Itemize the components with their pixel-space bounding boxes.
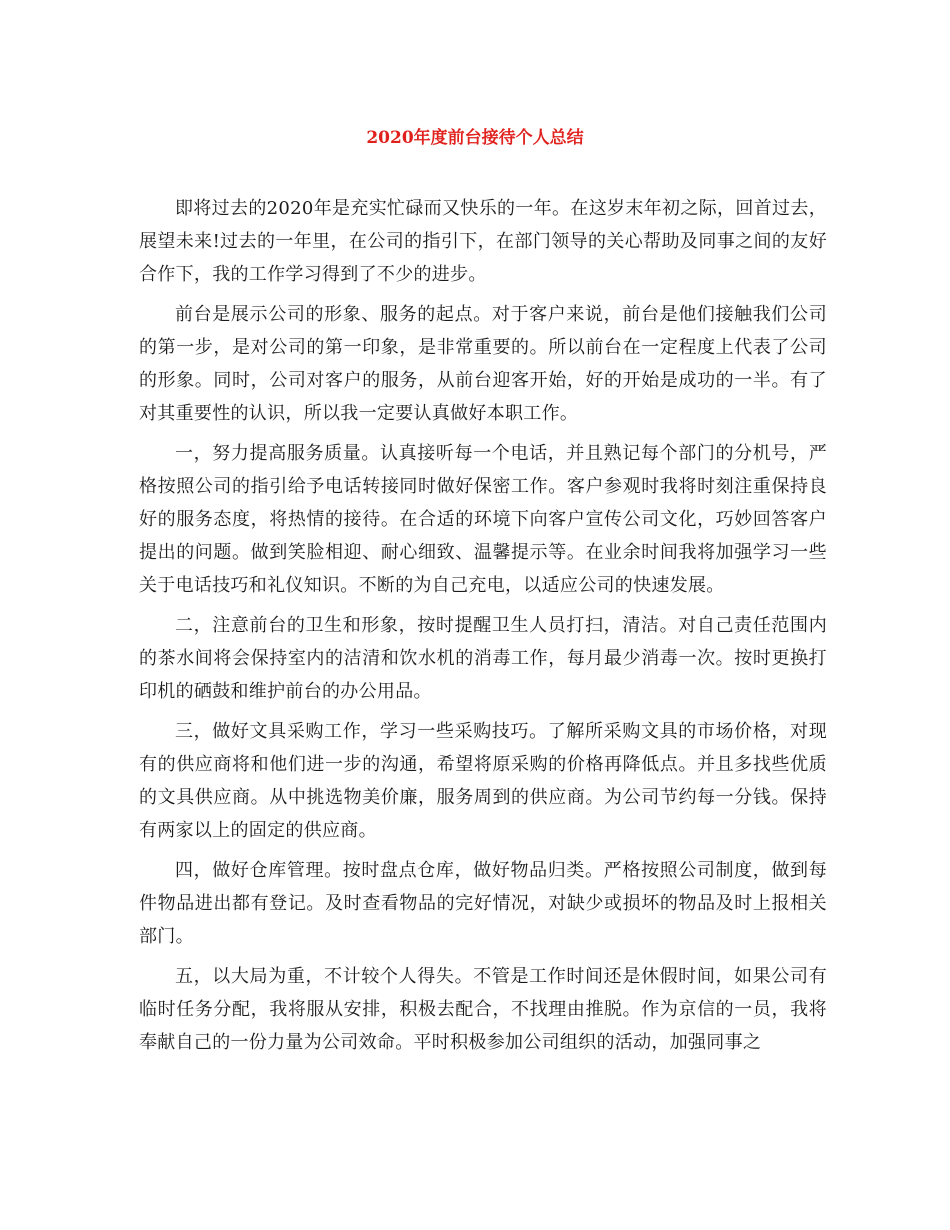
paragraph-item-2-hygiene: 二，注意前台的卫生和形象，按时提醒卫生人员打扫，清洁。对自己责任范围内的茶水间将会保持室内的洁清和饮水机的消毒工作，每月最少消毒一次。按时更换打印机的硒鼓和维护前台的办公用品。 bbox=[139, 615, 827, 702]
paragraph-item-3-procurement: 三，做好文具采购工作，学习一些采购技巧。了解所采购文具的市场价格，对现有的供应商将和他们进一步的沟通，希望将原采购的价格再降低点。并且多找些优质的文具供应商。从中挑选物美价廉，服务周到的供应商。为公司节约每一分钱。保持有两家以上的固定的供应商。 bbox=[139, 721, 827, 841]
paragraph-item-5-teamwork: 五，以大局为重，不计较个人得失。不管是工作时间还是休假时间，如果公司有临时任务分配，我将服从安排，积极去配合，不找理由推脱。作为京信的一员，我将奉献自己的一份力量为公司效命。平时积极参加公司组织的活动，加强同事之 bbox=[139, 966, 827, 1053]
paragraph-front-desk-role: 前台是展示公司的形象、服务的起点。对于客户来说，前台是他们接触我们公司的第一步，是对公司的第一印象，是非常重要的。所以前台在一定程度上代表了公司的形象。同时，公司对客户的服务，从前台迎客开始，好的开始是成功的一半。有了对其重要性的认识，所以我一定要认真做好本职工作。 bbox=[139, 304, 827, 424]
paragraph-item-1-service: 一，努力提高服务质量。认真接听每一个电话，并且熟记每个部门的分机号，严格按照公司的指引给予电话转接同时做好保密工作。客户参观时我将时刻注重保持良好的服务态度，将热情的接待。在合适的环境下向客户宣传公司文化，巧妙回答客户提出的问题。做到笑脸相迎、耐心细致、温馨提示等。在业余时间我将加强学习一些关于电话技巧和礼仪知识。不断的为自己充电，以适应公司的快速发展。 bbox=[139, 443, 827, 596]
document-title: 2020年度前台接待个人总结 bbox=[366, 128, 584, 148]
paragraph-item-4-warehouse: 四，做好仓库管理。按时盘点仓库，做好物品归类。严格按照公司制度，做到每件物品进出都有登记。及时查看物品的完好情况，对缺少或损坏的物品及时上报相关部门。 bbox=[139, 860, 827, 947]
document-body bbox=[139, 192, 827, 1066]
paragraph-intro: 即将过去的2020年是充实忙碌而又快乐的一年。在这岁末年初之际，回首过去，展望未来!过去的一年里，在公司的指引下，在部门领导的关心帮助及同事之间的友好合作下，我的工作学习得到了不少的进步。 bbox=[139, 198, 827, 285]
